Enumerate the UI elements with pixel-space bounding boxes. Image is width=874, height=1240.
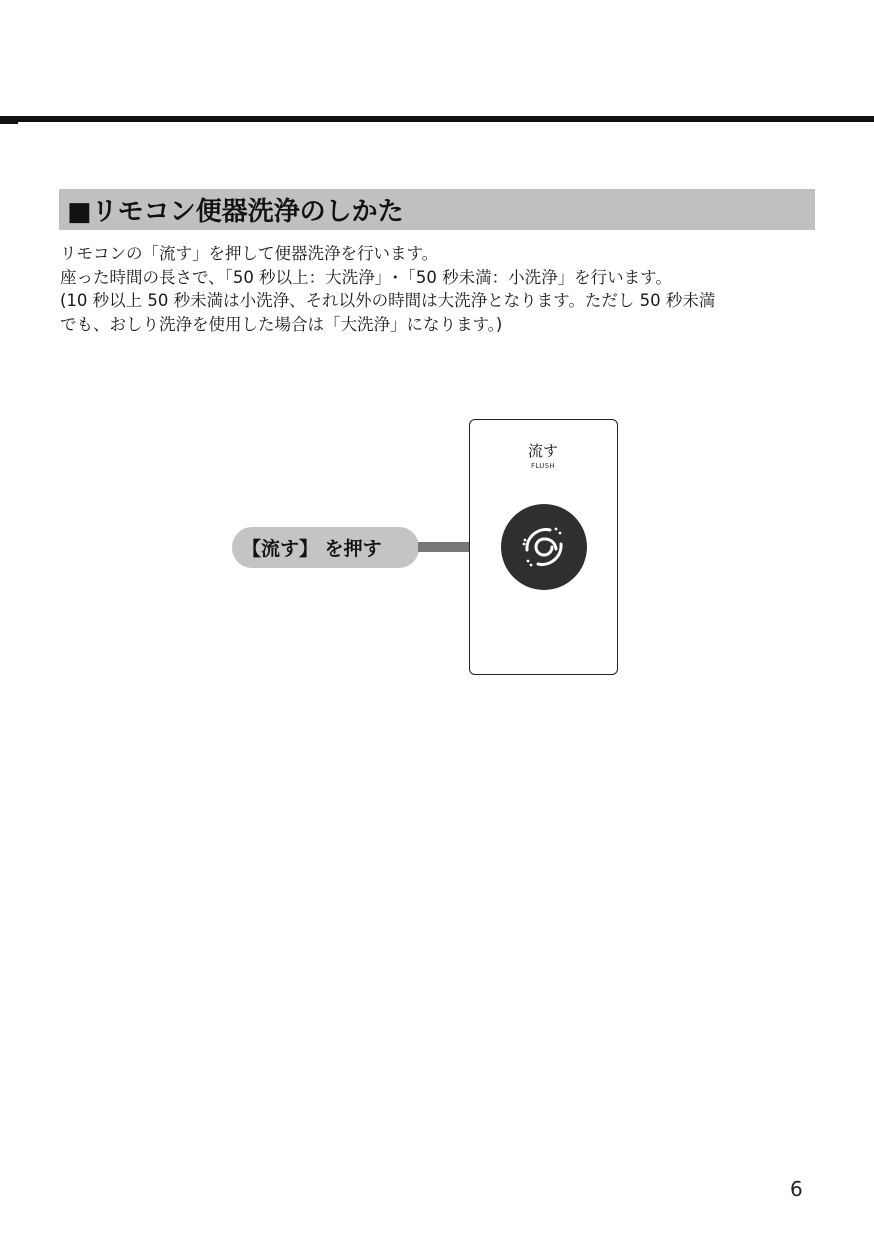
press-flush-callout: 【流す】 を押す <box>232 527 419 568</box>
panel-label: 流す <box>527 442 558 460</box>
paragraph-line: (10 秒以上 50 秒未満は小洗浄、それ以外の時間は大洗浄となります。ただし 50 秒未満 <box>60 291 716 310</box>
paragraph-line: 座った時間の長さで、「50 秒以上：大洗浄」･「50 秒未満：小洗浄」を行います。 <box>60 267 672 287</box>
body-text <box>60 242 820 336</box>
paragraph-line: でも、おしり洗浄を使用した場合は「大洗浄」になります。) <box>60 314 503 334</box>
top-rule <box>0 116 874 122</box>
flush-button[interactable] <box>501 504 587 590</box>
panel-sublabel: FLUSH <box>531 462 555 470</box>
section-heading: ■リモコン便器洗浄のしかた <box>59 189 815 230</box>
paragraph-line: リモコンの「流す」を押して便器洗浄を行います。 <box>60 244 439 263</box>
page-number: 6 <box>790 1177 803 1201</box>
swirl-flush-icon <box>516 519 572 575</box>
top-rule-tab <box>0 121 18 124</box>
remote-control-panel <box>469 419 618 675</box>
